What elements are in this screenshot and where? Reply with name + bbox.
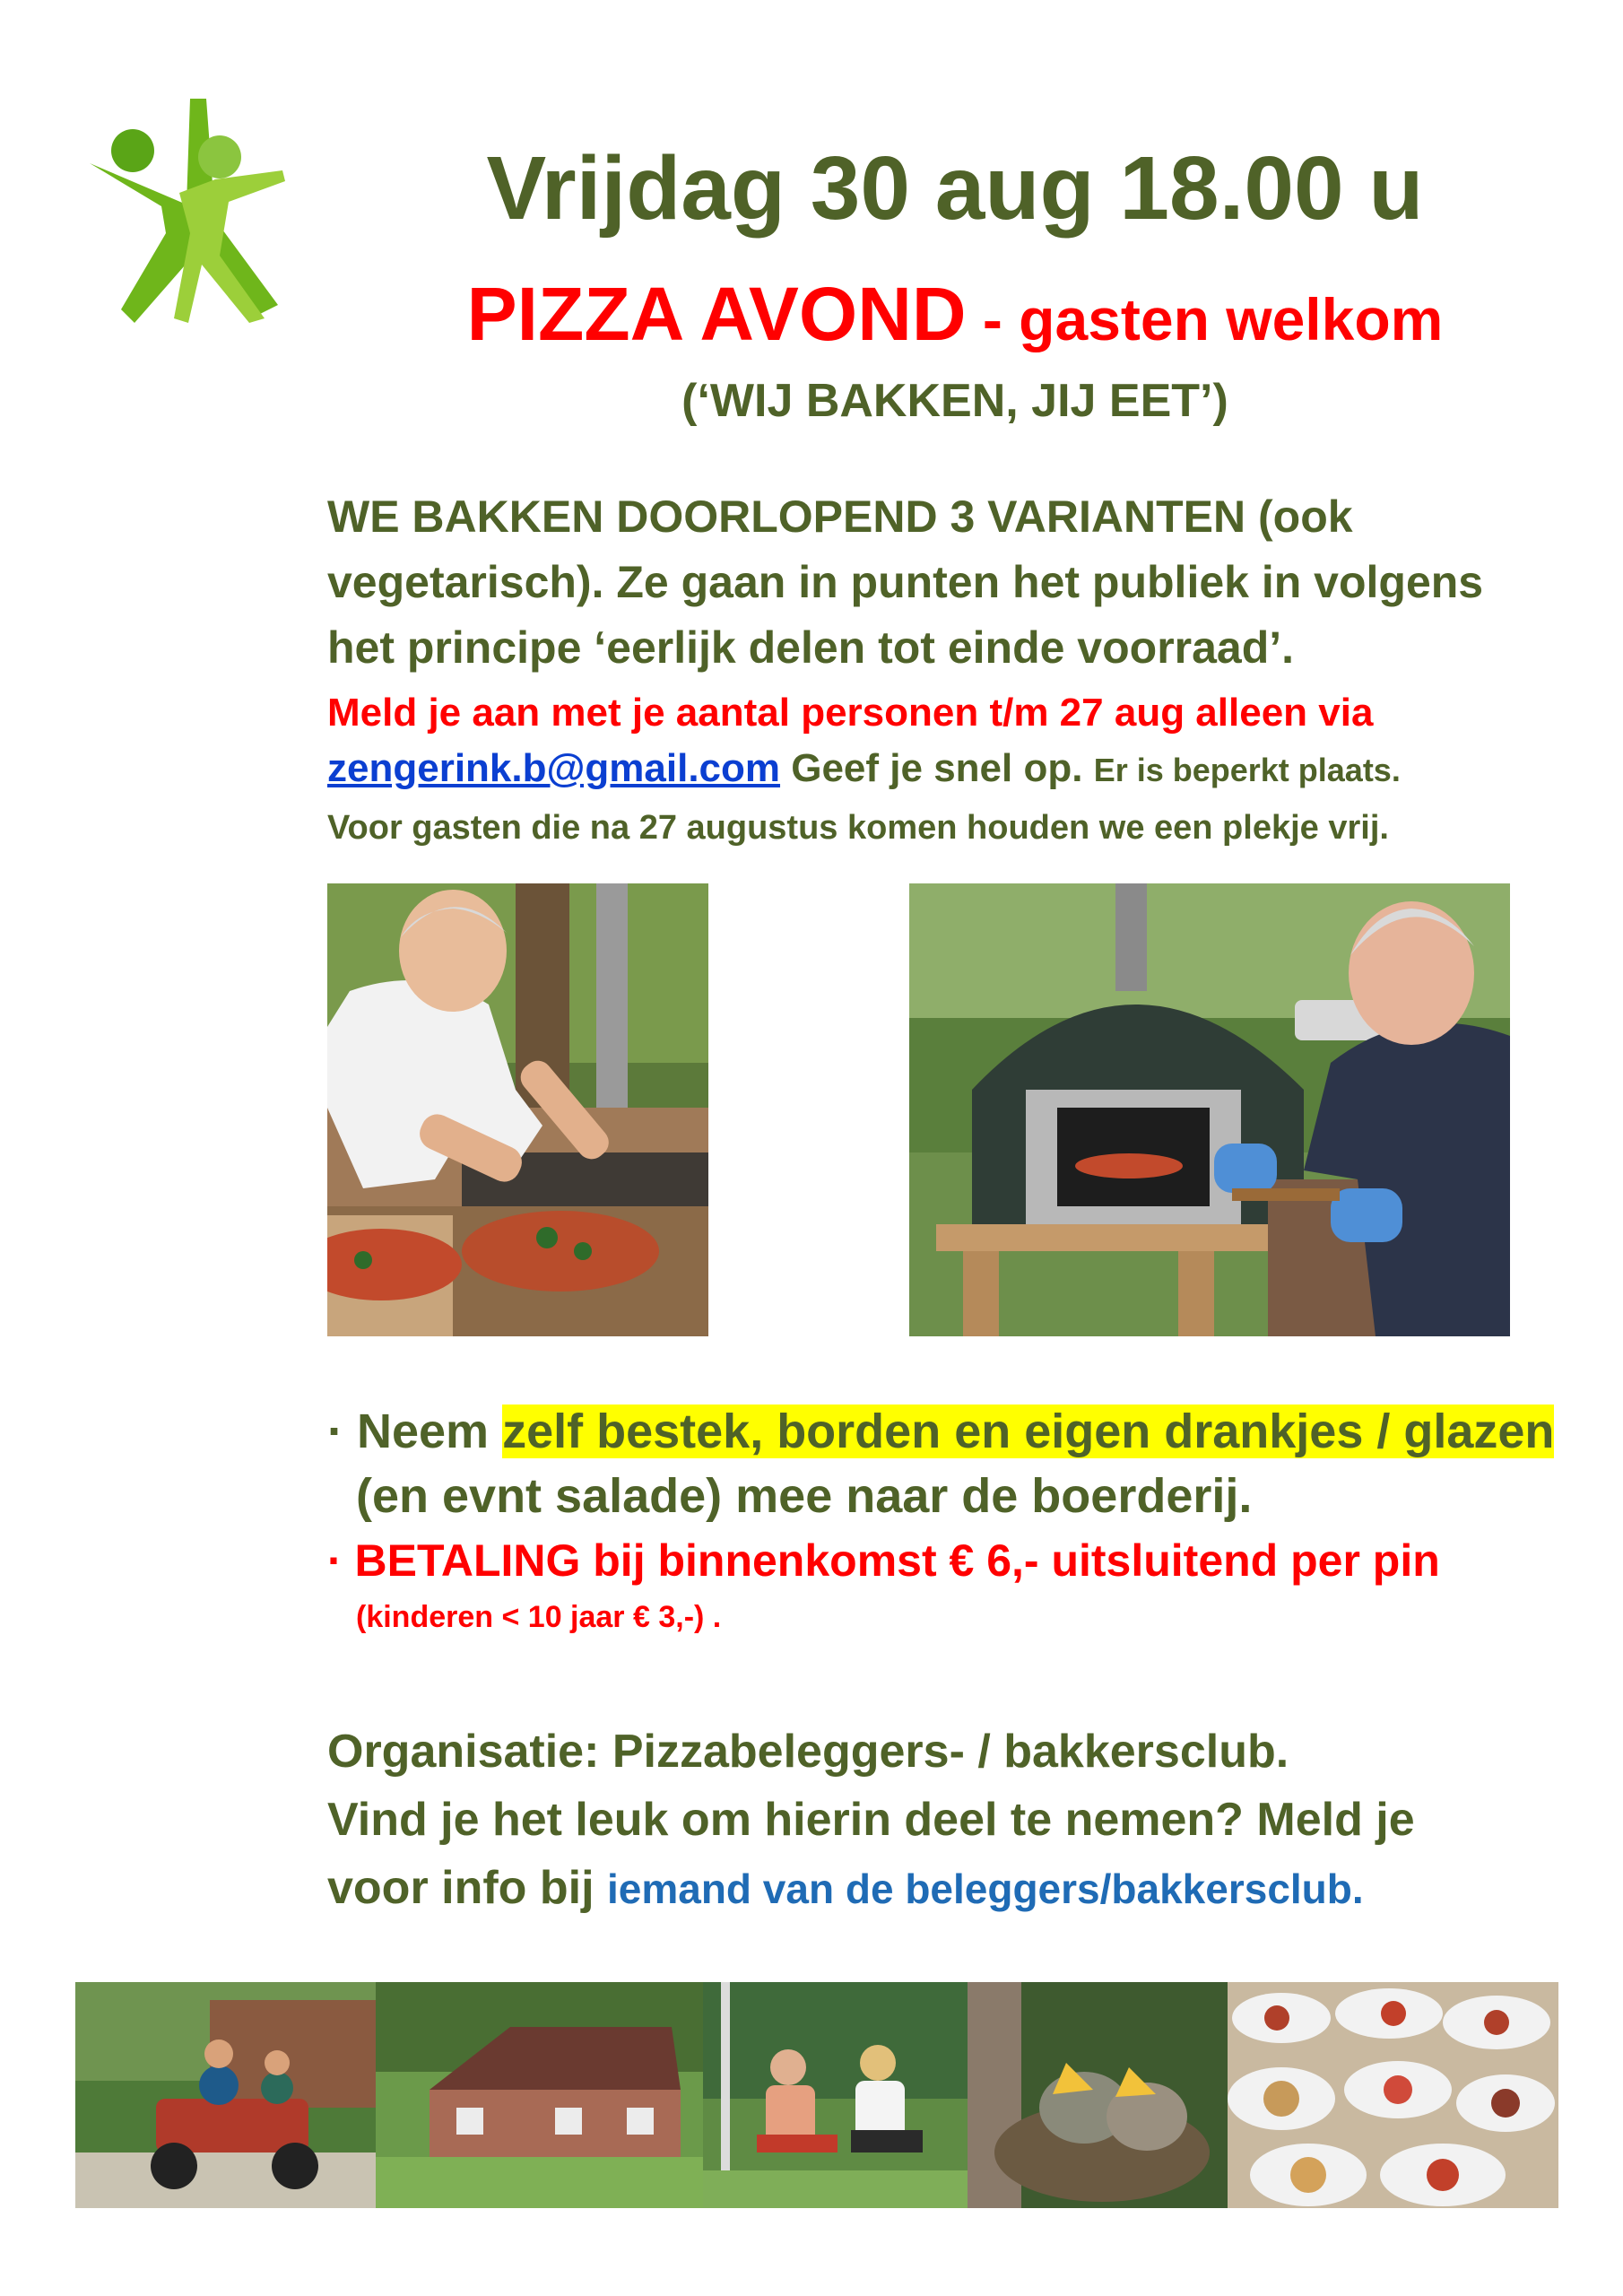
intro-line-1: WE BAKKEN DOORLOPEND 3 VARIANTEN (ook (327, 491, 1353, 542)
bullet-bring-own-cont: (en evnt salade) mee naar de boerderij. (356, 1469, 1253, 1523)
bullet-children-price: (kinderen < 10 jaar € 3,-) . (356, 1600, 722, 1634)
org-contact: iemand van de beleggers/bakkersclub. (606, 1866, 1364, 1912)
event-date: Vrijdag 30 aug 18.00 u (486, 138, 1424, 239)
strip-photo-house (376, 1982, 703, 2208)
title-subtitle: - gasten welkom (966, 286, 1444, 352)
signup-line-2 (327, 742, 1401, 797)
notes-list (327, 1399, 1554, 1641)
intro-line-3: het principe ‘eerlijk delen tot einde voorraad’. (327, 622, 1295, 673)
email-link[interactable]: zengerink.b@gmail.com (327, 746, 781, 790)
photo-man-making-pizza (327, 883, 708, 1336)
photo-strip (75, 1982, 1558, 2208)
organisation-block (327, 1718, 1415, 1923)
intro-line-2: vegetarisch). Ze gaan in punten het publiek in volgens (327, 557, 1484, 607)
tagline: (‘WIJ BAKKEN, JIJ EET’) (681, 375, 1228, 427)
highlighted-text: zelf bestek, borden en eigen drankjes / glazen (502, 1405, 1555, 1458)
org-line-2: Vind je het leuk om hierin deel te nemen? Meld je (327, 1794, 1415, 1846)
limited-note: Er is beperkt plaats. (1093, 752, 1401, 788)
org-line-1: Organisatie: Pizzabeleggers- / bakkersclub. (327, 1726, 1289, 1778)
strip-photo-go-kart (75, 1982, 376, 2208)
org-line-3: voor info bij iemand van de beleggers/bakkersclub. (327, 1862, 1364, 1914)
strip-photo-birds-nest (968, 1982, 1228, 2208)
signup-line-1: Meld je aan met je aantal personen t/m 27 aug alleen via (327, 691, 1374, 735)
signup-line-3: Voor gasten die na 27 augustus komen houden we een plekje vrij. (327, 809, 1389, 847)
photo-pizza-oven (909, 883, 1510, 1336)
bullet-bring-own: · Neem zelf bestek, borden en eigen drankjes / glazen (327, 1405, 1555, 1458)
strip-photo-buffet (1228, 1982, 1558, 2208)
bullet-payment: · BETALING bij binnenkomst € 6,- uitsluitend per pin (327, 1535, 1440, 1586)
signup-hint: Geef je snel op. (780, 746, 1094, 790)
title-main: PIZZA AVOND (466, 272, 967, 356)
strip-photo-people-sitting (703, 1982, 968, 2208)
